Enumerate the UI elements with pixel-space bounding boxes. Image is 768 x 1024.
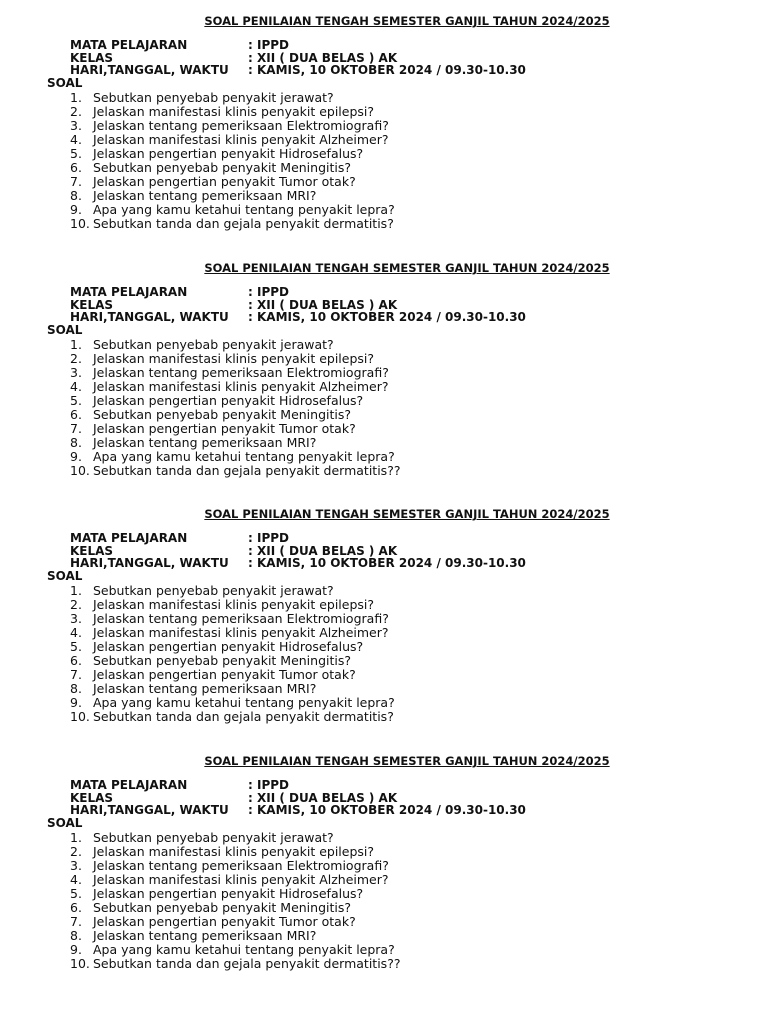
meta-value: : XII ( DUA BELAS ) AK — [248, 50, 398, 65]
question-text: Sebutkan tanda dan gejala penyakit dermatitis?? — [93, 463, 401, 478]
question-item — [70, 366, 400, 380]
meta-row-date — [70, 804, 526, 817]
question-text: Jelaskan pengertian penyakit Tumor otak? — [93, 174, 356, 189]
question-text: Jelaskan manifestasi klinis penyakit epilepsi? — [93, 104, 375, 119]
meta-label: MATA PELAJARAN — [70, 531, 188, 545]
question-text: Jelaskan tentang pemeriksaan Elektromiografi? — [93, 118, 389, 133]
meta-label: MATA PELAJARAN — [70, 778, 188, 792]
question-number: 1. — [70, 90, 82, 105]
question-number: 1. — [70, 830, 82, 845]
meta-row-date — [70, 64, 526, 77]
meta-label: HARI,TANGGAL, WAKTU — [70, 310, 229, 324]
question-number: 3. — [70, 365, 82, 380]
question-item — [70, 161, 395, 175]
question-item — [70, 217, 395, 231]
question-item — [70, 380, 400, 394]
question-text: Jelaskan manifestasi klinis penyakit Alzheimer? — [93, 872, 389, 887]
question-item — [70, 450, 400, 464]
meta-value: : XII ( DUA BELAS ) AK — [248, 297, 398, 312]
question-item — [70, 859, 400, 873]
soal-heading: SOAL — [47, 76, 83, 90]
question-text: Apa yang kamu ketahui tentang penyakit lepra? — [93, 695, 395, 710]
question-number: 1. — [70, 337, 82, 352]
question-number: 5. — [70, 886, 82, 901]
question-number: 7. — [70, 667, 82, 682]
meta-label: MATA PELAJARAN — [70, 285, 188, 299]
question-item — [70, 464, 400, 478]
meta-value: : KAMIS, 10 OKTOBER 2024 / 09.30-10.30 — [248, 556, 526, 570]
question-text: Jelaskan tentang pemeriksaan MRI? — [93, 188, 317, 203]
question-number: 10. — [70, 463, 90, 478]
question-item — [70, 338, 400, 352]
meta-value: : XII ( DUA BELAS ) AK — [248, 543, 398, 558]
question-number: 8. — [70, 681, 82, 696]
question-text: Sebutkan penyebab penyakit Meningitis? — [93, 653, 352, 668]
question-item — [70, 422, 400, 436]
question-text: Jelaskan pengertian penyakit Tumor otak? — [93, 667, 356, 682]
meta-value: : KAMIS, 10 OKTOBER 2024 / 09.30-10.30 — [248, 803, 526, 817]
meta-block — [70, 779, 526, 817]
question-item — [70, 901, 400, 915]
question-number: 1. — [70, 583, 82, 598]
question-number: 6. — [70, 160, 82, 175]
question-number: 10. — [70, 216, 90, 231]
question-item — [70, 831, 400, 845]
question-item — [70, 873, 400, 887]
question-number: 10. — [70, 709, 90, 724]
question-item — [70, 408, 400, 422]
question-text: Jelaskan pengertian penyakit Hidrosefalus? — [93, 886, 364, 901]
question-number: 2. — [70, 104, 82, 119]
question-item — [70, 845, 400, 859]
question-item — [70, 682, 395, 696]
question-text: Jelaskan manifestasi klinis penyakit epilepsi? — [93, 844, 375, 859]
question-number: 5. — [70, 639, 82, 654]
meta-label: MATA PELAJARAN — [70, 38, 188, 52]
question-text: Sebutkan tanda dan gejala penyakit dermatitis? — [93, 709, 394, 724]
question-number: 9. — [70, 942, 82, 957]
question-text: Apa yang kamu ketahui tentang penyakit lepra? — [93, 449, 395, 464]
question-text: Sebutkan penyebab penyakit Meningitis? — [93, 160, 352, 175]
question-text: Sebutkan penyebab penyakit jerawat? — [93, 830, 334, 845]
meta-block — [70, 286, 526, 324]
question-number: 3. — [70, 611, 82, 626]
question-number: 4. — [70, 379, 82, 394]
question-number: 7. — [70, 174, 82, 189]
question-item — [70, 436, 400, 450]
question-item — [70, 147, 395, 161]
question-list — [70, 91, 395, 231]
meta-label: KELAS — [70, 297, 114, 312]
soal-heading: SOAL — [47, 323, 83, 337]
soal-heading: SOAL — [47, 816, 83, 830]
question-item — [70, 394, 400, 408]
question-item — [70, 668, 395, 682]
question-number: 4. — [70, 132, 82, 147]
meta-row-date — [70, 557, 526, 570]
question-item — [70, 957, 400, 971]
question-text: Jelaskan tentang pemeriksaan Elektromiografi? — [93, 858, 389, 873]
question-number: 8. — [70, 188, 82, 203]
meta-row-date — [70, 311, 526, 324]
question-number: 2. — [70, 597, 82, 612]
question-item — [70, 91, 395, 105]
question-item — [70, 105, 395, 119]
question-item — [70, 640, 395, 654]
question-number: 9. — [70, 449, 82, 464]
question-item — [70, 133, 395, 147]
question-number: 6. — [70, 900, 82, 915]
question-text: Sebutkan tanda dan gejala penyakit dermatitis?? — [93, 956, 401, 971]
question-number: 6. — [70, 407, 82, 422]
question-item — [70, 203, 395, 217]
question-text: Sebutkan tanda dan gejala penyakit dermatitis? — [93, 216, 394, 231]
question-text: Jelaskan manifestasi klinis penyakit epilepsi? — [93, 597, 375, 612]
meta-label: HARI,TANGGAL, WAKTU — [70, 63, 229, 77]
meta-value: : IPPD — [248, 778, 289, 792]
soal-heading: SOAL — [47, 569, 83, 583]
question-text: Jelaskan pengertian penyakit Hidrosefalus? — [93, 146, 364, 161]
question-list — [70, 831, 400, 971]
question-item — [70, 175, 395, 189]
meta-value: : IPPD — [248, 38, 289, 52]
question-number: 10. — [70, 956, 90, 971]
question-text: Jelaskan manifestasi klinis penyakit Alzheimer? — [93, 625, 389, 640]
question-number: 7. — [70, 421, 82, 436]
question-text: Jelaskan manifestasi klinis penyakit Alzheimer? — [93, 379, 389, 394]
question-text: Apa yang kamu ketahui tentang penyakit lepra? — [93, 942, 395, 957]
meta-label: HARI,TANGGAL, WAKTU — [70, 556, 229, 570]
question-text: Jelaskan manifestasi klinis penyakit epilepsi? — [93, 351, 375, 366]
section-title: SOAL PENILAIAN TENGAH SEMESTER GANJIL TAHUN 2024/2025 — [204, 261, 610, 275]
question-number: 8. — [70, 928, 82, 943]
question-number: 5. — [70, 146, 82, 161]
meta-value: : IPPD — [248, 531, 289, 545]
question-item — [70, 352, 400, 366]
question-number: 9. — [70, 695, 82, 710]
question-number: 3. — [70, 858, 82, 873]
question-text: Jelaskan tentang pemeriksaan MRI? — [93, 435, 317, 450]
question-item — [70, 887, 400, 901]
question-item — [70, 626, 395, 640]
question-list — [70, 584, 395, 724]
question-text: Sebutkan penyebab penyakit jerawat? — [93, 90, 334, 105]
question-number: 8. — [70, 435, 82, 450]
question-number: 7. — [70, 914, 82, 929]
question-item — [70, 696, 395, 710]
question-text: Jelaskan manifestasi klinis penyakit Alzheimer? — [93, 132, 389, 147]
meta-value: : KAMIS, 10 OKTOBER 2024 / 09.30-10.30 — [248, 310, 526, 324]
question-number: 4. — [70, 872, 82, 887]
question-number: 3. — [70, 118, 82, 133]
question-text: Apa yang kamu ketahui tentang penyakit lepra? — [93, 202, 395, 217]
meta-block — [70, 39, 526, 77]
meta-value: : XII ( DUA BELAS ) AK — [248, 790, 398, 805]
question-item — [70, 943, 400, 957]
question-text: Jelaskan tentang pemeriksaan Elektromiografi? — [93, 365, 389, 380]
question-number: 9. — [70, 202, 82, 217]
question-item — [70, 189, 395, 203]
question-number: 2. — [70, 351, 82, 366]
question-text: Jelaskan pengertian penyakit Hidrosefalus? — [93, 639, 364, 654]
meta-label: KELAS — [70, 543, 114, 558]
question-text: Jelaskan tentang pemeriksaan MRI? — [93, 681, 317, 696]
meta-value: : KAMIS, 10 OKTOBER 2024 / 09.30-10.30 — [248, 63, 526, 77]
question-text: Jelaskan pengertian penyakit Tumor otak? — [93, 914, 356, 929]
question-number: 4. — [70, 625, 82, 640]
question-item — [70, 598, 395, 612]
question-text: Sebutkan penyebab penyakit Meningitis? — [93, 900, 352, 915]
question-item — [70, 119, 395, 133]
section-title: SOAL PENILAIAN TENGAH SEMESTER GANJIL TAHUN 2024/2025 — [204, 507, 610, 521]
section-title: SOAL PENILAIAN TENGAH SEMESTER GANJIL TAHUN 2024/2025 — [204, 14, 610, 28]
question-text: Sebutkan penyebab penyakit jerawat? — [93, 583, 334, 598]
question-text: Sebutkan penyebab penyakit Meningitis? — [93, 407, 352, 422]
question-item — [70, 584, 395, 598]
question-text: Sebutkan penyebab penyakit jerawat? — [93, 337, 334, 352]
meta-label: HARI,TANGGAL, WAKTU — [70, 803, 229, 817]
question-text: Jelaskan pengertian penyakit Tumor otak? — [93, 421, 356, 436]
question-item — [70, 612, 395, 626]
meta-block — [70, 532, 526, 570]
question-item — [70, 710, 395, 724]
question-list — [70, 338, 400, 478]
meta-value: : IPPD — [248, 285, 289, 299]
question-text: Jelaskan tentang pemeriksaan Elektromiografi? — [93, 611, 389, 626]
meta-label: KELAS — [70, 50, 114, 65]
question-item — [70, 915, 400, 929]
meta-label: KELAS — [70, 790, 114, 805]
question-item — [70, 929, 400, 943]
question-item — [70, 654, 395, 668]
question-text: Jelaskan tentang pemeriksaan MRI? — [93, 928, 317, 943]
question-text: Jelaskan pengertian penyakit Hidrosefalus? — [93, 393, 364, 408]
question-number: 5. — [70, 393, 82, 408]
section-title: SOAL PENILAIAN TENGAH SEMESTER GANJIL TAHUN 2024/2025 — [204, 754, 610, 768]
question-number: 6. — [70, 653, 82, 668]
question-number: 2. — [70, 844, 82, 859]
